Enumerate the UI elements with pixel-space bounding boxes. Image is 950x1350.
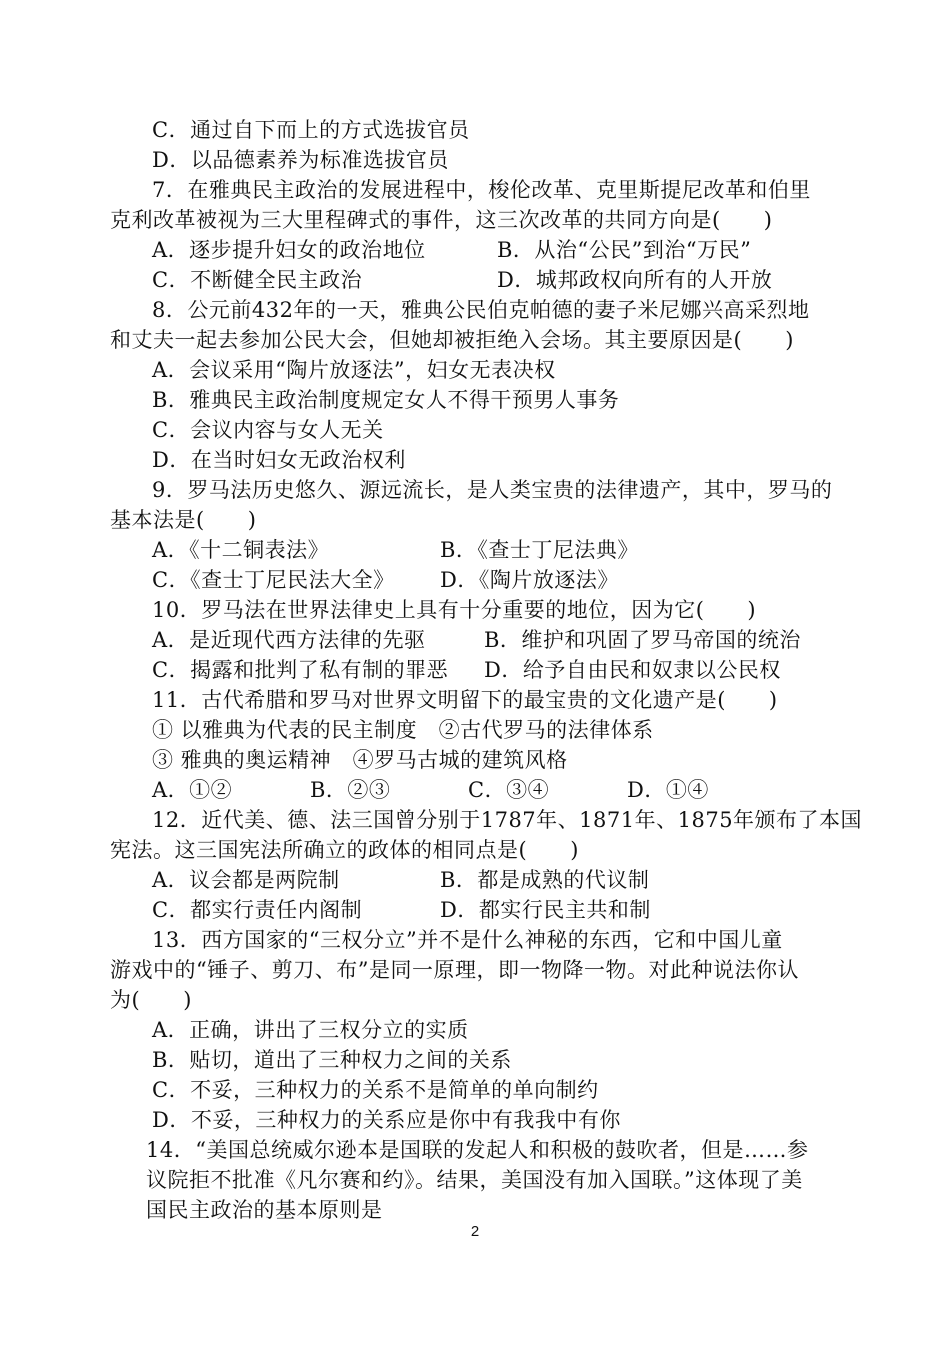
option-7b: B．从治“公民”到治“万民” [497, 238, 752, 262]
question-10: 10．罗马法在世界法律史上具有十分重要的地位，因为它( ) [152, 598, 757, 622]
option-12b: B．都是成熟的代议制 [440, 868, 650, 892]
question-8-line-2: 和丈夫一起去参加公民大会，但她却被拒绝入会场。其主要原因是( ) [110, 328, 794, 352]
option-6d: D．以品德素养为标准选拔官员 [152, 148, 449, 172]
question-9-line-2: 基本法是( ) [110, 508, 257, 532]
option-9a: A．《十二铜表法》 [152, 538, 330, 562]
option-10c: C．揭露和批判了私有制的罪恶 [152, 658, 449, 682]
question-14-line-3: 国民主政治的基本原则是 [146, 1198, 383, 1222]
question-13-line-1: 13．西方国家的“三权分立”并不是什么神秘的东西，它和中国儿童 [152, 928, 783, 952]
question-7-line-1: 7．在雅典民主政治的发展进程中，梭伦改革、克里斯提尼改革和伯里 [152, 178, 811, 202]
option-7c: C．不断健全民主政治 [152, 268, 363, 292]
option-13d: D．不妥，三种权力的关系应是你中有我我中有你 [152, 1108, 621, 1132]
option-9b: B．《查士丁尼法典》 [440, 538, 639, 562]
option-8a: A．会议采用“陶片放逐法”，妇女无表决权 [152, 358, 556, 382]
question-7-line-2: 克利改革被视为三大里程碑式的事件，这三次改革的共同方向是( ) [110, 208, 773, 232]
option-11d: D．①④ [627, 778, 709, 802]
question-12-line-2: 宪法。这三国宪法所确立的政体的相同点是( ) [110, 838, 579, 862]
option-9d: D．《陶片放逐法》 [440, 568, 619, 592]
option-13a: A．正确，讲出了三权分立的实质 [152, 1018, 469, 1042]
statement-11-line-1: ① 以雅典为代表的民主制度 ②古代罗马的法律体系 [152, 718, 654, 742]
option-13b: B．贴切，道出了三种权力之间的关系 [152, 1048, 512, 1072]
question-8-line-1: 8．公元前432年的一天，雅典公民伯克帕德的妻子米尼娜兴高采烈地 [152, 298, 810, 322]
option-12a: A．议会都是两院制 [152, 868, 340, 892]
question-14-line-2: 议院拒不批准《凡尔赛和约》。结果，美国没有加入国联。”这体现了美 [146, 1168, 803, 1192]
statement-11-line-2: ③ 雅典的奥运精神 ④罗马古城的建筑风格 [152, 748, 568, 772]
page-number: 2 [470, 1223, 480, 1240]
option-7a: A．逐步提升妇女的政治地位 [152, 238, 426, 262]
option-10b: B．维护和巩固了罗马帝国的统治 [484, 628, 801, 652]
option-6c: C．通过自下而上的方式选拔官员 [152, 118, 470, 142]
option-10d: D．给予自由民和奴隶以公民权 [484, 658, 781, 682]
question-14-line-1: 14．“美国总统威尔逊本是国联的发起人和积极的鼓吹者，但是……参 [146, 1138, 809, 1162]
option-11b: B．②③ [310, 778, 391, 802]
question-12-line-1: 12．近代美、德、法三国曾分别于1787年、1871年、1875年颁布了本国 [152, 808, 863, 832]
option-11c: C．③④ [468, 778, 550, 802]
option-13c: C．不妥，三种权力的关系不是简单的单向制约 [152, 1078, 599, 1102]
option-8b: B．雅典民主政治制度规定女人不得干预男人事务 [152, 388, 620, 412]
option-11a: A．①② [152, 778, 233, 802]
option-8d: D．在当时妇女无政治权利 [152, 448, 406, 472]
question-13-line-3: 为( ) [110, 988, 192, 1012]
question-13-line-2: 游戏中的“锤子、剪刀、布”是同一原理，即一物降一物。对此种说法你认 [110, 958, 799, 982]
option-12d: D．都实行民主共和制 [440, 898, 651, 922]
option-8c: C．会议内容与女人无关 [152, 418, 384, 442]
question-9-line-1: 9．罗马法历史悠久、源远流长，是人类宝贵的法律遗产，其中，罗马的 [152, 478, 833, 502]
question-11: 11．古代希腊和罗马对世界文明留下的最宝贵的文化遗产是( ) [152, 688, 778, 712]
option-7d: D．城邦政权向所有的人开放 [497, 268, 773, 292]
option-10a: A．是近现代西方法律的先驱 [152, 628, 426, 652]
option-9c: C．《查士丁尼民法大全》 [152, 568, 395, 592]
option-12c: C．都实行责任内阁制 [152, 898, 363, 922]
